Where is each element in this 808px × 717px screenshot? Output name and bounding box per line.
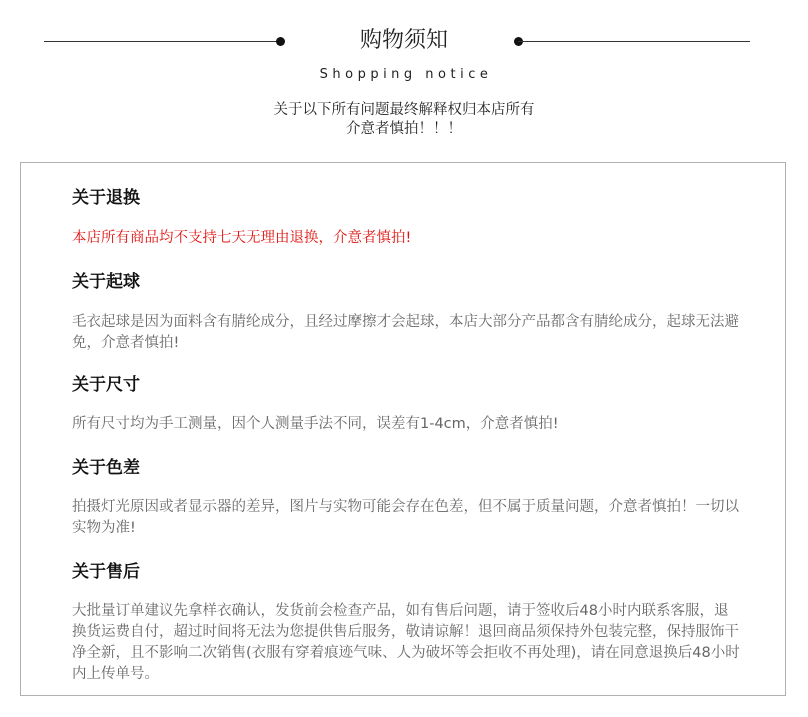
section-text-returns: 本店所有商品均不支持七天无理由退换，介意者慎拍! xyxy=(72,230,412,246)
section-heading-pilling: 关于起球 xyxy=(72,272,140,292)
section-text-pilling: 毛衣起球是因为面料含有腈纶成分，且经过摩擦才会起球，本店大部分产品都含有腈纶成分，起球无法避免，介意者慎拍! xyxy=(72,314,739,351)
section-heading-after-sales: 关于售后 xyxy=(72,562,140,582)
disclaimer-line-2: 介意者慎拍！！！ xyxy=(346,121,462,137)
section-text-color: 拍摄灯光原因或者显示器的差异，图片与实物可能会存在色差，但不属于质量问题，介意者慎拍！一切以实物为准! xyxy=(72,499,739,536)
disclaimer xyxy=(0,101,808,139)
disclaimer-line-1: 关于以下所有问题最终解释权归本店所有 xyxy=(273,102,535,118)
page-subtitle: Shopping notice xyxy=(319,67,493,82)
section-heading-color: 关于色差 xyxy=(72,458,140,478)
section-text-after-sales: 大批量订单建议先拿样衣确认，发货前会检查产品，如有售后问题，请于签收后48小时内联系客服，退换货运费自付，超过时间将无法为您提供售后服务，敬请谅解！退回商品须保持外包装完整，保持服饰干净全新，且不影响二次销售(衣服有穿着痕迹气味、人为破坏等会拒收不再处理)，请在同意退换后48小时内上传单号。 xyxy=(72,603,740,682)
right-divider-line xyxy=(518,41,750,42)
notice-header xyxy=(0,0,808,160)
section-heading-returns: 关于退换 xyxy=(72,188,140,208)
section-text-size: 所有尺寸均为手工测量，因个人测量手法不同，误差有1-4cm，介意者慎拍! xyxy=(72,416,559,432)
page-title: 购物须知 xyxy=(359,28,448,53)
section-heading-size: 关于尺寸 xyxy=(72,375,140,395)
